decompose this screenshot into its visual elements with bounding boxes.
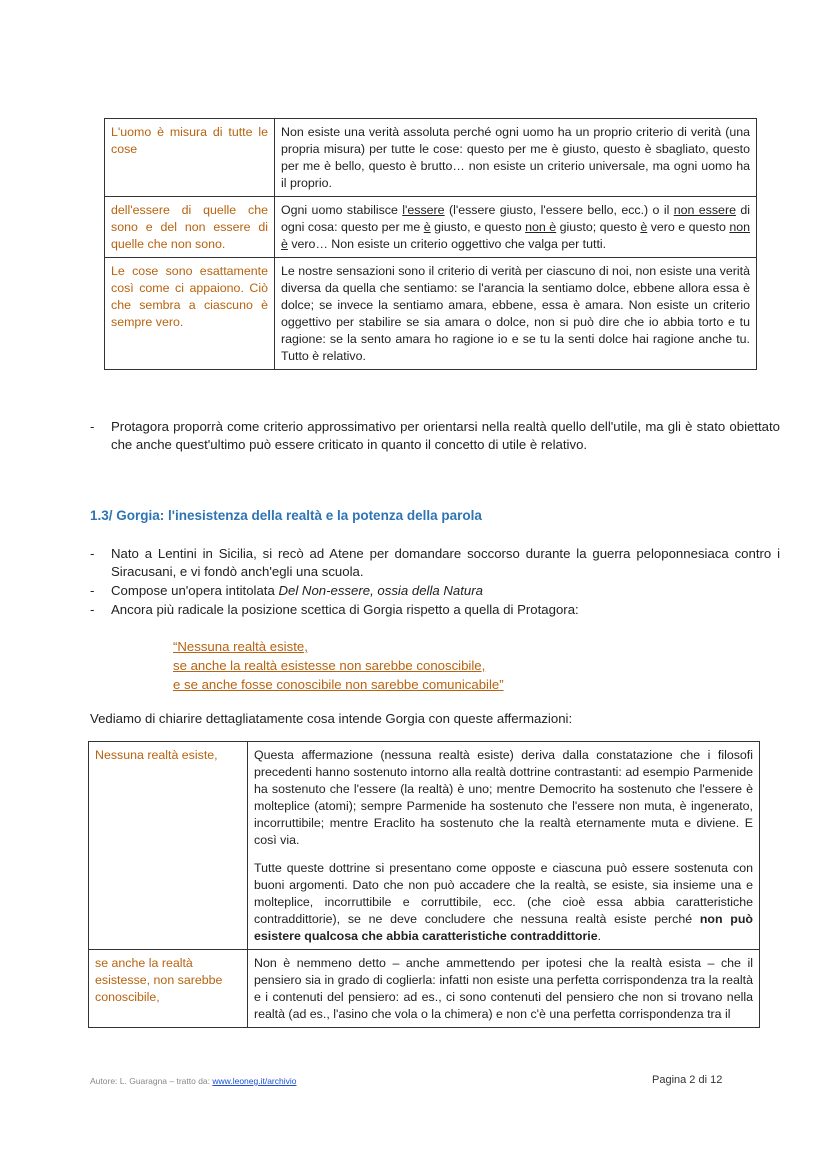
footer-author: Autore: L. Guaragna – tratto da: www.leoneg.it/archivio	[90, 1076, 297, 1086]
gorgia-quote	[173, 637, 504, 694]
table-row	[105, 119, 757, 197]
work-title: Del Non-essere, ossia della Natura	[278, 583, 483, 598]
bold-conclusion: non può esistere qualcosa che abbia caratteristiche contraddittorie	[254, 912, 753, 943]
table-cell-explanation: Ogni uomo stabilisce l'essere (l'essere giusto, l'essere bello, ecc.) o il non essere di ogni cosa: questo per me è giusto, e questo non è giusto; questo è vero e questo non è vero… Non esiste un criterio oggettivo che valga per tutti.	[275, 197, 757, 258]
table-row	[105, 258, 757, 370]
bullet-dash: -	[90, 583, 95, 598]
table-cell-maxim: L'uomo è misura di tutte le cose	[105, 119, 275, 197]
bullet-dash: -	[90, 546, 95, 561]
bullet-gorgia-work	[90, 582, 780, 600]
intro-paragraph: Vediamo di chiarire dettagliatamente cosa intende Gorgia con queste affermazioni:	[90, 711, 573, 726]
quote-line: “Nessuna realtà esiste,	[173, 639, 308, 654]
table-cell-maxim: Le cose sono esattamente così come ci appaiono. Ciò che sembra a ciascuno è sempre vero.	[105, 258, 275, 370]
quote-line: e se anche fosse conoscibile non sarebbe comunicabile”	[173, 677, 504, 692]
bullet-text: Ancora più radicale la posizione scettica di Gorgia rispetto a quella di Protagora:	[111, 602, 579, 617]
bullet-text: Compose un'opera intitolata Del Non-essere, ossia della Natura	[111, 583, 483, 598]
table-cell-thesis: Nessuna realtà esiste,	[89, 742, 248, 950]
table-row	[105, 197, 757, 258]
table-row	[89, 950, 760, 1028]
bullet-gorgia-position	[90, 601, 780, 619]
table-cell-maxim: dell'essere di quelle che sono e del non essere di quelle che non sono.	[105, 197, 275, 258]
table-cell-thesis: se anche la realtà esistesse, non sarebbe conoscibile,	[89, 950, 248, 1028]
gorgia-table	[88, 741, 760, 1028]
bullet-gorgia-birth	[90, 545, 780, 581]
table-cell-explanation: Non esiste una verità assoluta perché ogni uomo ha un proprio criterio di verità (una propria misura) per tutte le cose: questo per me è giusto, questo è sbagliato, questo per me è bello, questo è brutto… non esiste un criterio universale, ma ogni uomo ha il proprio.	[275, 119, 757, 197]
paragraph: Questa affermazione (nessuna realtà esiste) deriva dalla constatazione che i filosofi precedenti hanno sostenuto intorno alla realtà dottrine contrastanti: ad esempio Parmenide ha sostenuto che l'essere (la realtà) è uno; mentre Democrito ha sostenuto che l'essere è molteplice (atomi); sempre Parmenide ha sostenuto che l'essere non muta, è ingenerato, incorruttibile; mentre Eraclito ha sostenuto che la realtà eternamente muta e diviene. E così via.	[254, 748, 753, 847]
protagora-table	[104, 118, 757, 370]
bullet-protagora-utile	[90, 418, 780, 454]
table-cell-explanation	[248, 742, 760, 950]
paragraph: Tutte queste dottrine si presentano come opposte e ciascuna può essere sostenuta con buoni argomenti. Dato che non può accadere che la realtà, se esiste, sia insieme una e molteplice, incorruttibile e corruttibile, ecc. (che cioè essa abbia caratteristiche contraddittorie), se ne deve concludere che nessuna realtà esiste perché non può esistere qualcosa che abbia caratteristiche contraddittorie.	[254, 861, 753, 943]
table-cell-explanation: Le nostre sensazioni sono il criterio di verità per ciascuno di noi, non esiste una verità diversa da quella che sentiamo: se l'arancia la sentiamo dolce, ebbene allora essa è dolce; se invece la sentiamo amara, ebbene, essa è amara. Non esiste un criterio oggettivo per stabilire se sia amara o dolce, non si può dire che io abbia torto e tu ragione: se la sento amara ho ragione io e se tu la senti dolce hai ragione anche tu. Tutto è relativo.	[275, 258, 757, 370]
quote-line: se anche la realtà esistesse non sarebbe conoscibile,	[173, 658, 486, 673]
table-row	[89, 742, 760, 950]
section-heading: 1.3/ Gorgia: l'inesistenza della realtà e la potenza della parola	[90, 508, 482, 523]
bullet-text: Nato a Lentini in Sicilia, si recò ad Atene per domandare soccorso durante la guerra peloponnesiaca contro i Siracusani, e vi fondò anch'egli una scuola.	[111, 546, 780, 579]
bullet-dash: -	[90, 602, 95, 617]
table-cell-explanation: Non è nemmeno detto – anche ammettendo per ipotesi che la realtà esista – che il pensiero sia in grado di coglierla: infatti non esiste una perfetta corrispondenza tra la realtà e i contenuti del pensiero: ad es., ci sono contenuti del pensiero che non si trovano nella realtà (ad es., l'asino che vola o la chimera) e non c'è una perfetta corrispondenza tra il	[248, 950, 760, 1028]
bullet-dash: -	[90, 419, 95, 434]
footer-link[interactable]: www.leoneg.it/archivio	[212, 1076, 297, 1086]
bullet-text: Protagora proporrà come criterio approssimativo per orientarsi nella realtà quello dell'utile, ma gli è stato obiettato che anche quest'ultimo può essere criticato in quanto il concetto di utile è relativo.	[111, 419, 780, 452]
footer-page-number: Pagina 2 di 12	[652, 1074, 723, 1086]
